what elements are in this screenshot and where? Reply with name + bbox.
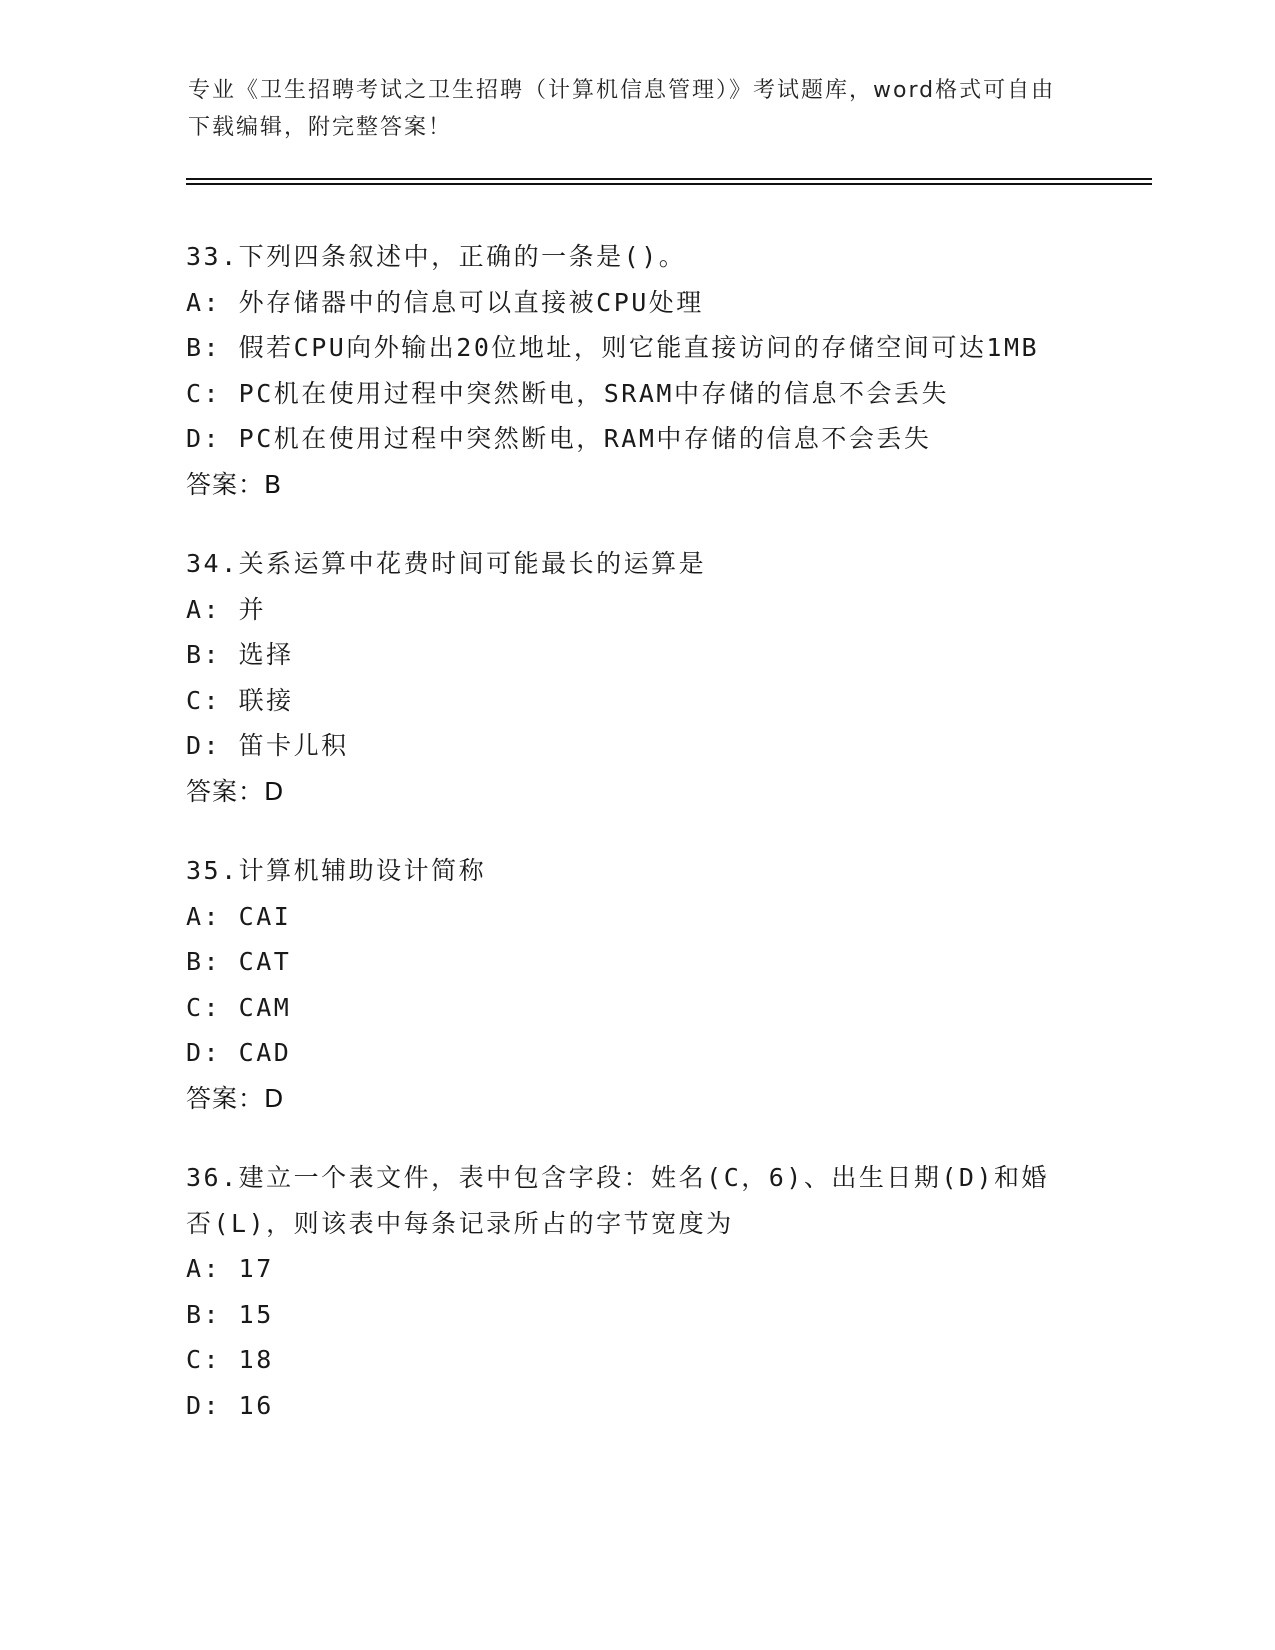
option-c: C: CAM [186, 992, 292, 1022]
question-stem: 35.计算机辅助设计简称 [186, 856, 487, 885]
answer-label: 答案：D [186, 776, 285, 806]
question-33 [186, 234, 1146, 507]
option-a: A: CAI [186, 901, 292, 931]
option-c: C: 18 [186, 1345, 274, 1374]
option-c: C: 联接 [186, 685, 294, 715]
header-rule-top [186, 178, 1152, 180]
option-b: B: 15 [186, 1299, 274, 1329]
question-stem: 33.下列四条叙述中，正确的一条是()。 [186, 242, 687, 271]
option-a: A: 并 [186, 594, 267, 624]
option-a: A: 外存储器中的信息可以直接被CPU处理 [186, 287, 704, 317]
question-stem: 36.建立一个表文件，表中包含字段：姓名(C，6)、出生日期(D)和婚否(L)，则该表中每条记录所占的字节宽度为 [186, 1163, 1050, 1238]
option-d: D: 笛卡儿积 [186, 731, 349, 760]
document-header: 专业《卫生招聘考试之卫生招聘（计算机信息管理）》考试题库，word格式可自由下载编辑，附完整答案！ [188, 78, 1056, 140]
answer-label: 答案：D [186, 1083, 285, 1113]
question-35 [186, 848, 1146, 1121]
question-stem: 34.关系运算中花费时间可能最长的运算是 [186, 549, 707, 578]
header-rule-bottom [186, 183, 1152, 185]
question-34 [186, 541, 1146, 814]
option-b: B: 选择 [186, 640, 294, 669]
option-d: D: 16 [186, 1390, 274, 1420]
option-c: C: PC机在使用过程中突然断电，SRAM中存储的信息不会丢失 [186, 378, 949, 408]
question-36 [186, 1155, 1146, 1428]
answer-label: 答案：B [186, 469, 283, 499]
option-d: D: CAD [186, 1038, 292, 1067]
option-a: A: 17 [186, 1254, 274, 1283]
option-d: D: PC机在使用过程中突然断电，RAM中存储的信息不会丢失 [186, 424, 932, 453]
option-b: B: CAT [186, 947, 292, 976]
option-b: B: 假若CPU向外输出20位地址，则它能直接访问的存储空间可达1MB [186, 333, 1040, 362]
question-list [186, 234, 1146, 1462]
